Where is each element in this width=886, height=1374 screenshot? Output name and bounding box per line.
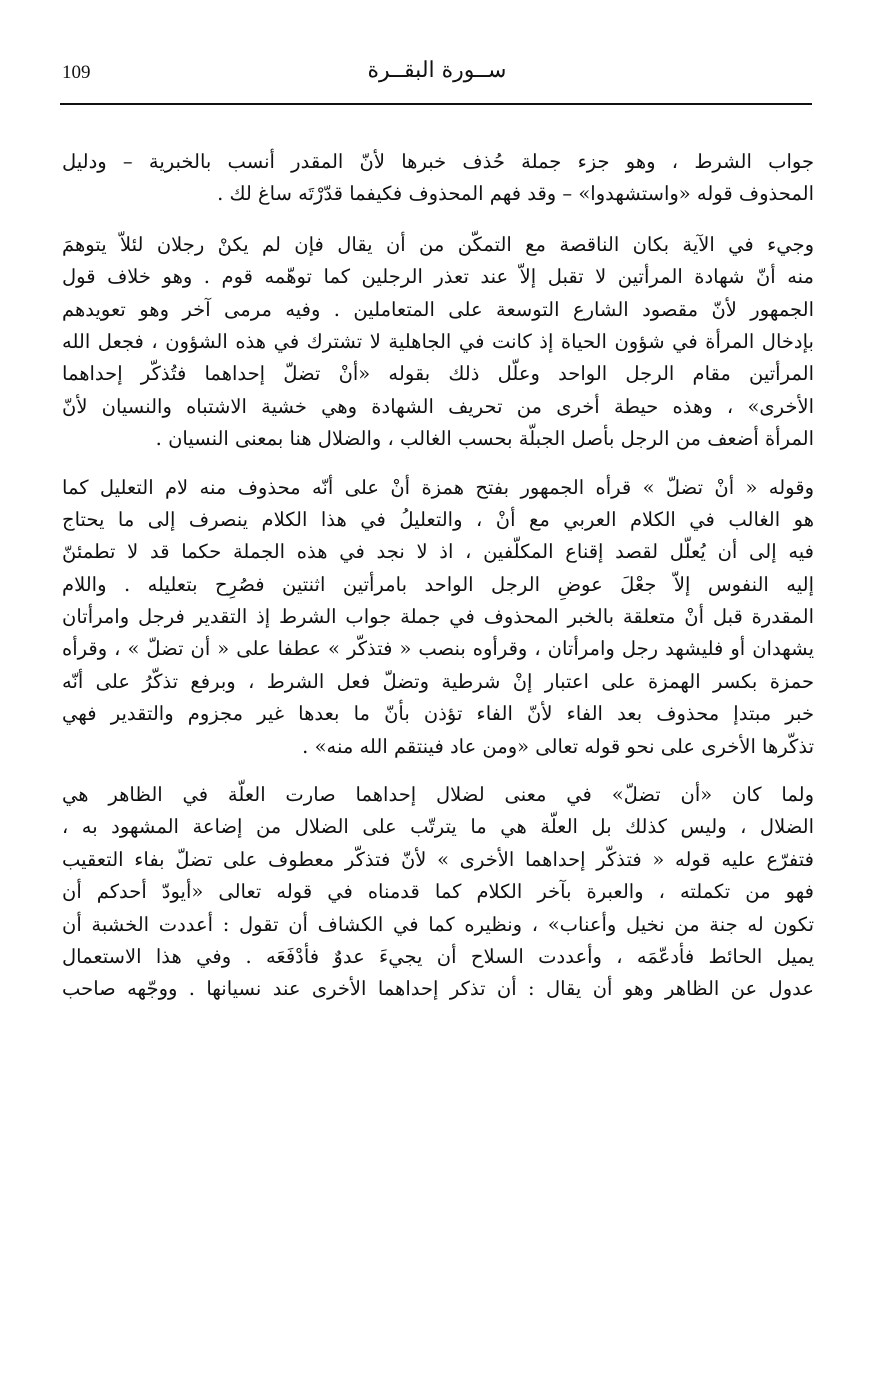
text-line: المحذوف قوله «واستشهدوا» – وقد فهم المحذوف فكيفما قدّرْتَه ساغ لك . bbox=[217, 182, 814, 206]
surah-title: ســورة البقــرة bbox=[367, 58, 507, 83]
text-line: إليه النفوس إلاّ جعْلَ عوضِ الرجل الواحد بامرأتين اثنتين فصُرِح بتعليله . واللام bbox=[62, 572, 814, 596]
text-line: بإدخال المرأة في شؤون الحياة إذ كانت في الجاهلية لا تشترك في هذه الشؤون ، فجعل الله bbox=[62, 329, 814, 353]
text-line: المرأتين مقام الرجل الواحد وعلّل ذلك بقوله «أنْ تضلّ إحداهما فتُذكّر إحداهما bbox=[62, 362, 814, 386]
text-line: فتفرّع عليه قوله « فتذكّر إحداهما الأخرى » لأنّ فتذكّر معطوف على تضلّ بفاء التعقيب bbox=[62, 847, 814, 871]
text-line: ولما كان «أن تضلّ» في معنى لضلال إحداهما صارت العلّة في الظاهر هي bbox=[62, 783, 814, 807]
text-line: منه أنّ شهادة المرأتين لا تقبل إلاّ عند تعذر الرجلين كما توهّمه قوم . وهو خلاف قول bbox=[62, 265, 814, 289]
paragraph-1 bbox=[62, 146, 814, 211]
text-line: تكون له جنة من نخيل وأعناب» ، ونظيره كما في الكشاف أن تقول : أعددت الخشبة أن bbox=[62, 912, 814, 936]
text-line: حمزة بكسر الهمزة على اعتبار إنْ شرطية وتضلّ فعل الشرط ، وبرفع تذكّرُ على أنّه bbox=[62, 669, 814, 693]
text-line: المقدرة قبل أنْ متعلقة بالخبر المحذوف في جملة جواب الشرط إذ التقدير فرجل وامرأتان bbox=[62, 605, 814, 629]
page-number: 109 bbox=[62, 62, 91, 83]
text-line: الضلال ، وليس كذلك بل العلّة هي ما يترتّب على الضلال من إضاعة المشهود به ، bbox=[62, 815, 814, 839]
text-line: وقوله « أنْ تضلّ » قرأه الجمهور بفتح همزة أنْ على أنّه محذوف منه لام التعليل كما bbox=[62, 475, 814, 499]
text-line: تذكّرها الأخرى على نحو قوله تعالى «ومن عاد فينتقم الله منه» . bbox=[302, 734, 814, 758]
text-line: فهو من تكملته ، والعبرة بآخر الكلام كما قدمناه في قوله تعالى «أيودّ أحدكم أن bbox=[62, 880, 814, 904]
body-text bbox=[62, 146, 814, 1020]
text-line: الأخرى» ، وهذه حيطة أخرى من تحريف الشهادة وهي خشية الاشتباه والنسيان لأنّ bbox=[62, 394, 814, 418]
text-line: عدول عن الظاهر وهو أن يقال : أن تذكر إحداهما الأخرى عند نسيانها . ووجّهه صاحب bbox=[62, 977, 814, 1001]
text-line: خبر مبتدإ محذوف بعد الفاء لأنّ الفاء تؤذن بأنّ ما بعدها غير مجزوم والتقدير فهي bbox=[62, 702, 814, 726]
running-header bbox=[62, 58, 812, 98]
text-line: المرأة أضعف من الرجل بأصل الجبلّة بحسب الغالب ، والضلال هنا بمعنى النسيان . bbox=[155, 427, 814, 451]
text-line: يشهدان أو فليشهد رجل وامرأتان ، وقرأوه بنصب « فتذكّر » عطفا على « أن تضلّ » ، وقرأه bbox=[62, 637, 814, 661]
text-line: الجمهور لأنّ مقصود الشارع التوسعة على المتعاملين . وفيه مرمى آخر وهو تعويدهم bbox=[62, 297, 814, 321]
text-line: فيه إلى أن يُعلّل لقصد إقناع المكلّفين ، اذ لا نجد في هذه الجملة حكما قد لا تطمئنّ bbox=[62, 540, 814, 564]
paragraph-3 bbox=[62, 472, 814, 764]
text-line: وجيء في الآية بكان الناقصة مع التمكّن من أن يقال فإن لم يكنْ رجلان لئلاّ يتوهمَ bbox=[62, 232, 814, 256]
text-line: يميل الحائط فأدعّمَه ، وأعددت السلاح أن يجيءَ عدوٌ فأدْفَعَه . وفي هذا الاستعمال bbox=[62, 944, 814, 968]
text-line: جواب الشرط ، وهو جزء جملة حُذف خبرها لأنّ المقدر أنسب بالخبرية – ودليل bbox=[62, 150, 814, 173]
paragraph-4 bbox=[62, 779, 814, 1006]
text-line: هو الغالب في الكلام العربي مع أنْ ، والتعليلُ في هذا الكلام ينصرف إلى ما يحتاج bbox=[62, 507, 814, 531]
paragraph-2 bbox=[62, 229, 814, 456]
header-rule bbox=[60, 103, 812, 105]
